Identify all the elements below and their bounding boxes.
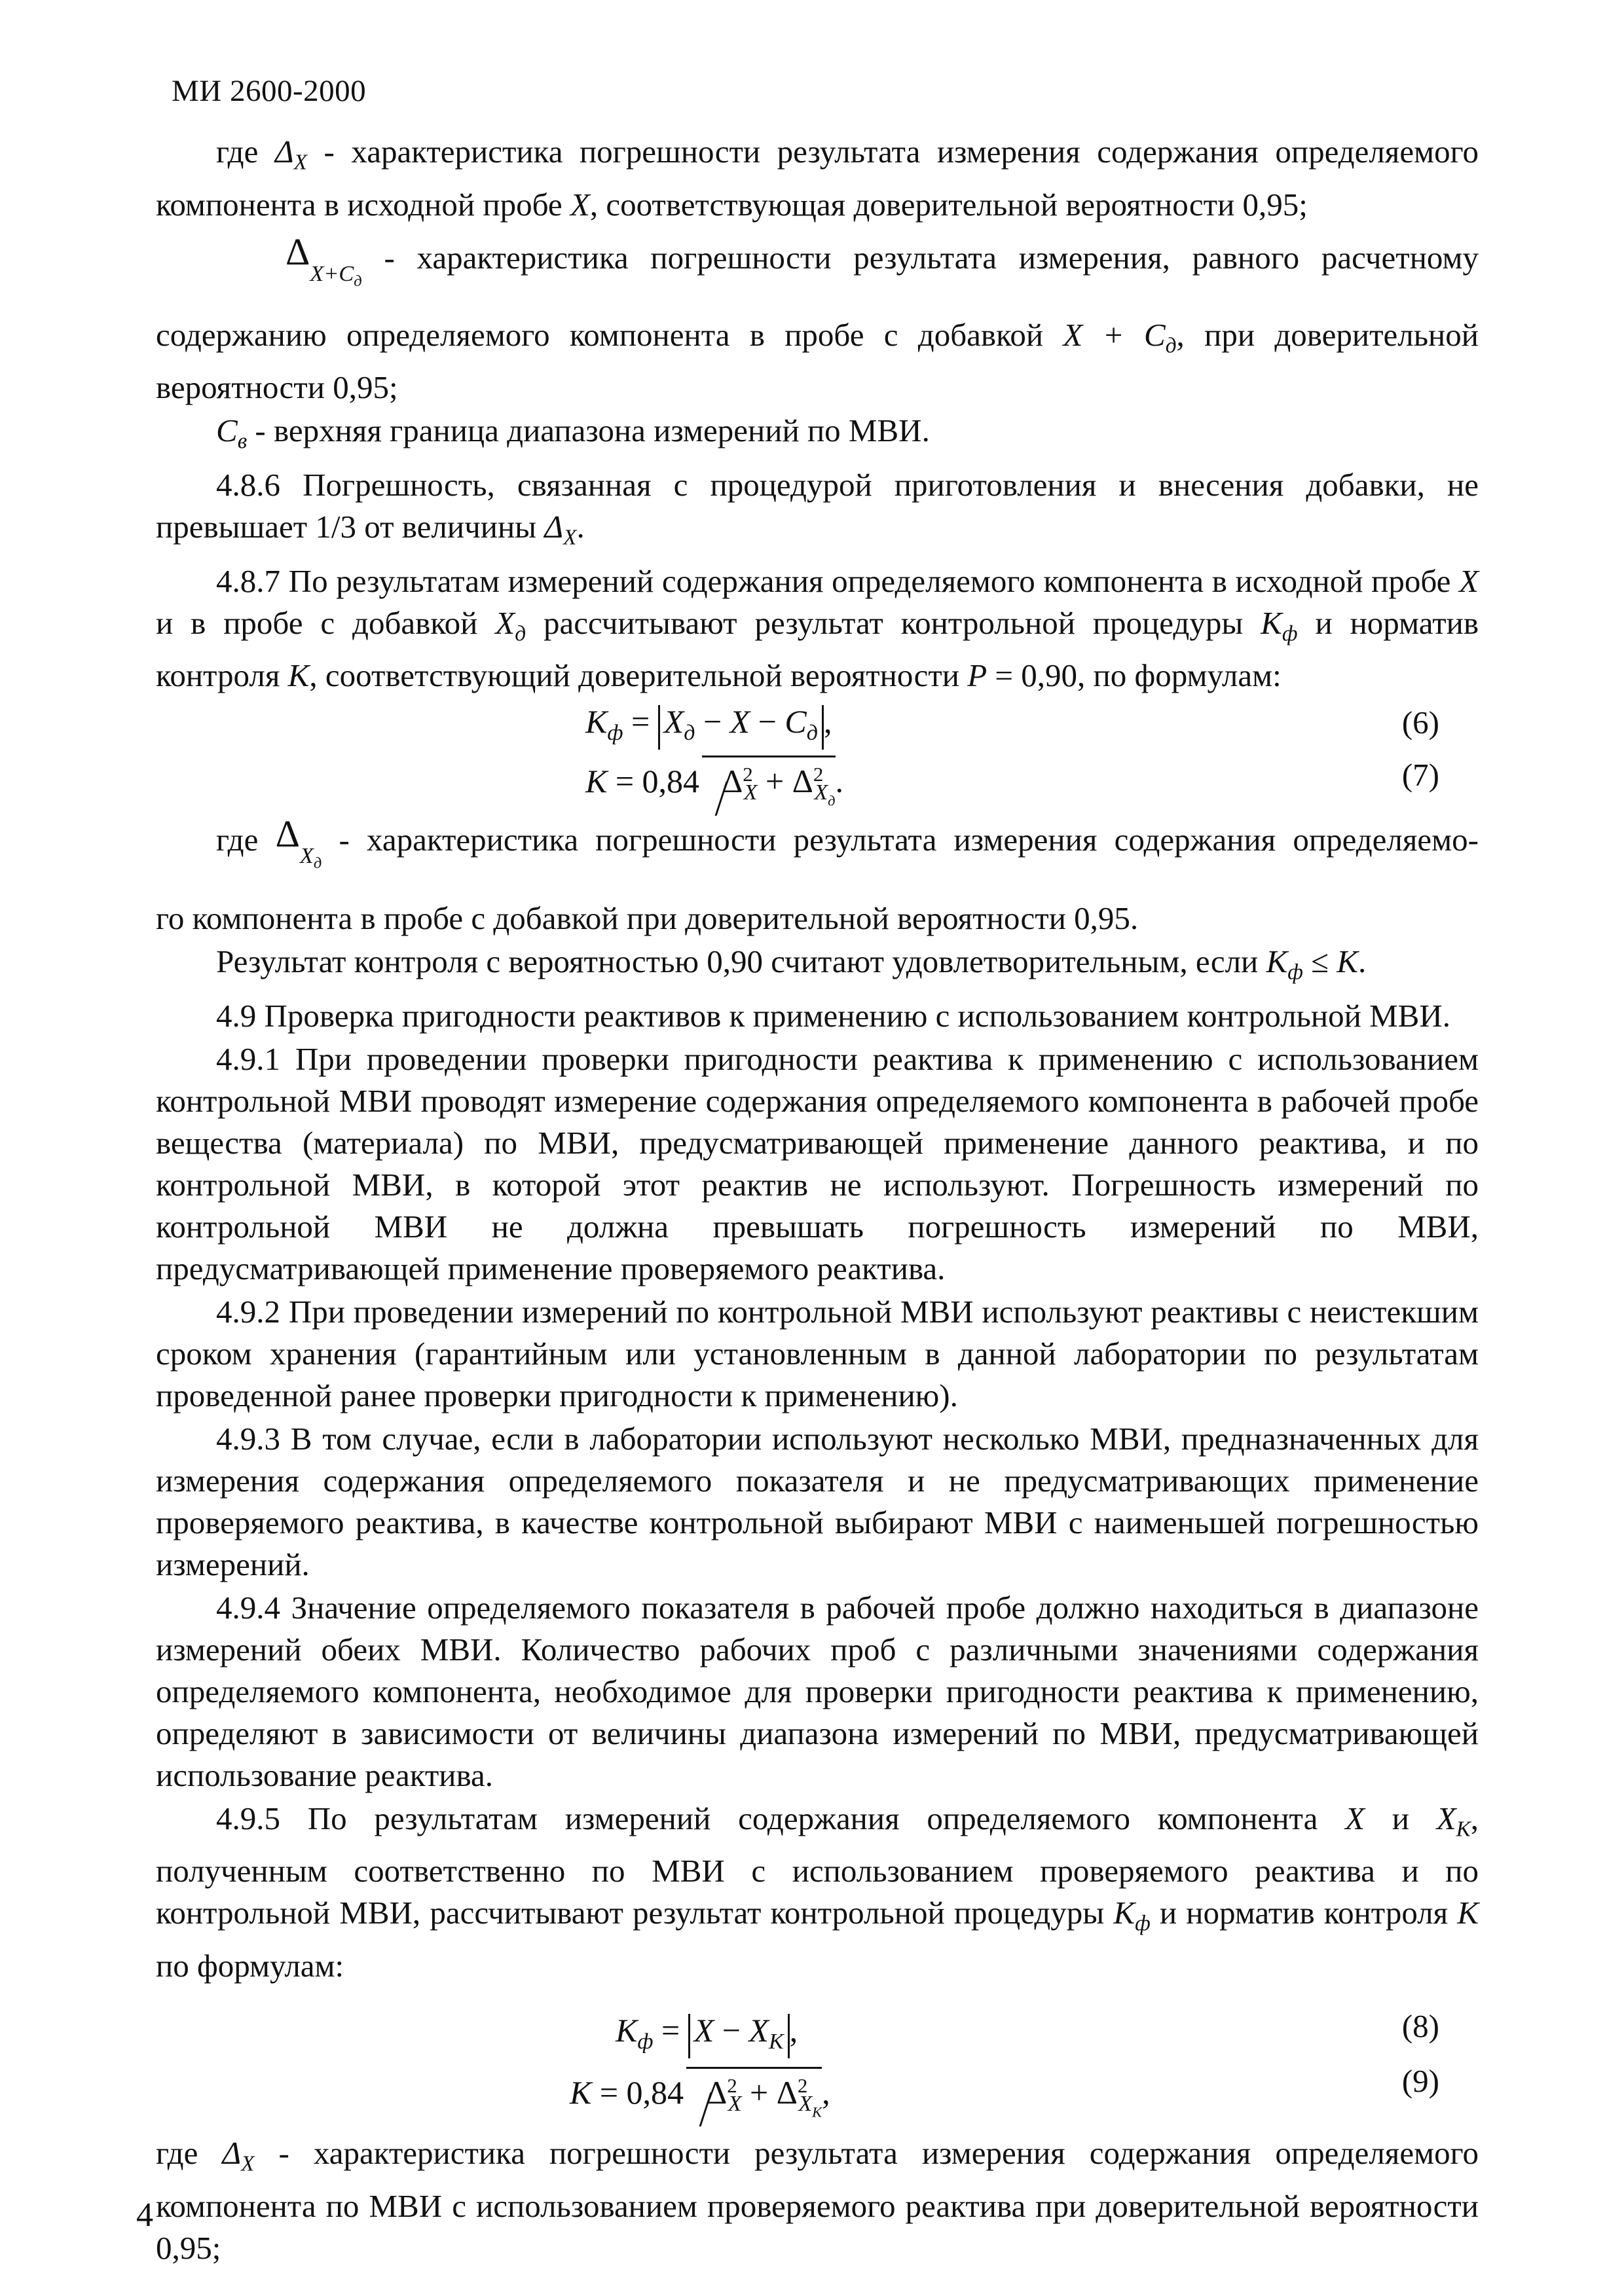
paragraph-4-9-2: 4.9.2 При проведении измерений по контрольной МВИ используют реактивы с неистекшим сроком хранения (гарантийным или установленным в данной лаборатории по результатам проведенной ранее проверки пригодности к применению).: [156, 1293, 1479, 1413]
paragraph-4-8-7: 4.8.7 По результатам измерений содержания определяемого компонента в исходной пробе X и в пробе с добавкой $X_д$ рассчитывают результат контрольной процедуры $K_ф$ и норматив контроля K, соответствующий доверительной вероятности P = 0,90, по формулам:: [156, 562, 1479, 694]
paragraph-4-9-4: 4.9.4 Значение определяемого показателя в рабочей пробе должно находиться в диапазоне измерений обеих МВИ. Количество рабочих проб с различными значениями содержания определяемого компонента, необходимое для проверки пригодности реактива к применению, определяют в зависимости от величины диапазона измерений по МВИ, предусматривающей использование реактива.: [156, 1589, 1479, 1793]
paragraph-upper-bound: $C_в$ - верхняя граница диапазона измерений по МВИ.: [216, 412, 930, 454]
formula-number-7: (7): [1401, 757, 1439, 793]
absolute-value: $X_д - X - C_д$: [658, 705, 824, 750]
paragraph-4-9-1: 4.9.1 При проведении проверки пригодности реактива к применению с использованием контрольной МВИ проводят измерение содержания определяемого компонента в рабочей пробе вещества (материала) по МВИ, предусматривающей применение данного реактива, и по контрольной МВИ, в которой этот реактив не используют. Погрешность измерений по контрольной МВИ не должна превышать погрешность измерений по МВИ, предусматривающей применение проверяемого реактива.: [156, 1040, 1479, 1286]
square-root: $\Delta^2_X + \Delta^2_{Xд}$: [702, 756, 835, 818]
formula-6: $K_ф = X_д - X - C_д$ , (6): [156, 698, 1479, 749]
formula-7: K = 0,84 $\Delta^2_X + \Delta^2_{Xд}$. (7): [156, 749, 1479, 805]
paragraph-control-result: Результат контроля с вероятностью 0,90 считают удовлетворительным, если $K_ф \le K$.: [216, 943, 1367, 985]
paragraph-delta-x-plus-c-line1: $\Delta_{X+Cд}$ - характеристика погрешности результата измерения, равного расчетному: [286, 230, 1479, 290]
document-body: [156, 131, 1479, 2270]
absolute-value: $X - X_К$: [688, 2014, 790, 2058]
formula-8: $K_ф = X - X_К$ , (8): [156, 2000, 1479, 2059]
square-root: $\Delta^2_X + \Delta^2_{XК}$: [686, 2067, 822, 2129]
paragraph-delta-x-final: где $\Delta_X$ - характеристика погрешности результата измерения содержания определяемого компонента по МВИ с использованием проверяемого реактива при доверительной вероятности 0,95;: [156, 2135, 1479, 2266]
formula-9: K = 0,84 $\Delta^2_X + \Delta^2_{XК}$, (9): [156, 2059, 1479, 2132]
formula-number-6: (6): [1401, 704, 1439, 741]
paragraph-delta-xd-line1: где $\Delta_{Xд}$ - характеристика погрешности результата измерения содержания определяемо-: [216, 812, 1479, 873]
page-number: 4: [136, 2196, 153, 2234]
paragraph-delta-x-definition: где $\Delta_X$ - характеристика погрешности результата измерения содержания определяемого компонента в исходной пробе X, соответствующая доверительной вероятности 0,95;: [156, 134, 1479, 223]
paragraph-4-8-6: 4.8.6 Погрешность, связанная с процедурой приготовления и внесения добавки, не превышает 1/3 от величины $\Delta_X$.: [156, 466, 1479, 550]
formula-number-9: (9): [1401, 2063, 1439, 2100]
formula-number-8: (8): [1401, 2008, 1439, 2045]
paragraph-delta-x-plus-c-line2: содержанию определяемого компонента в пробе с добавкой $X + C_д$, при доверительной вероятности 0,95;: [156, 316, 1479, 406]
paragraph-4-9-5: 4.9.5 По результатам измерений содержания определяемого компонента X и $X_К$, полученным соответственно по МВИ с использованием проверяемого реактива и по контрольной МВИ, рассчитывают результат контрольной процедуры $K_ф$ и норматив контроля K по формулам:: [156, 1800, 1479, 1984]
paragraph-delta-xd-line2: го компонента в пробе с добавкой при доверительной вероятности 0,95.: [156, 900, 1139, 937]
paragraph-4-9-3: 4.9.3 В том случае, если в лаборатории используют несколько МВИ, предназначенных для измерения содержания определяемого показателя и не предусматривающих применение проверяемого реактива, в качестве контрольной выбирают МВИ с наименьшей погрешностью измерений.: [156, 1420, 1479, 1582]
paragraph-4-9: 4.9 Проверка пригодности реактивов к применению с использованием контрольной МВИ.: [216, 997, 1450, 1034]
document-header: МИ 2600-2000: [172, 74, 367, 108]
